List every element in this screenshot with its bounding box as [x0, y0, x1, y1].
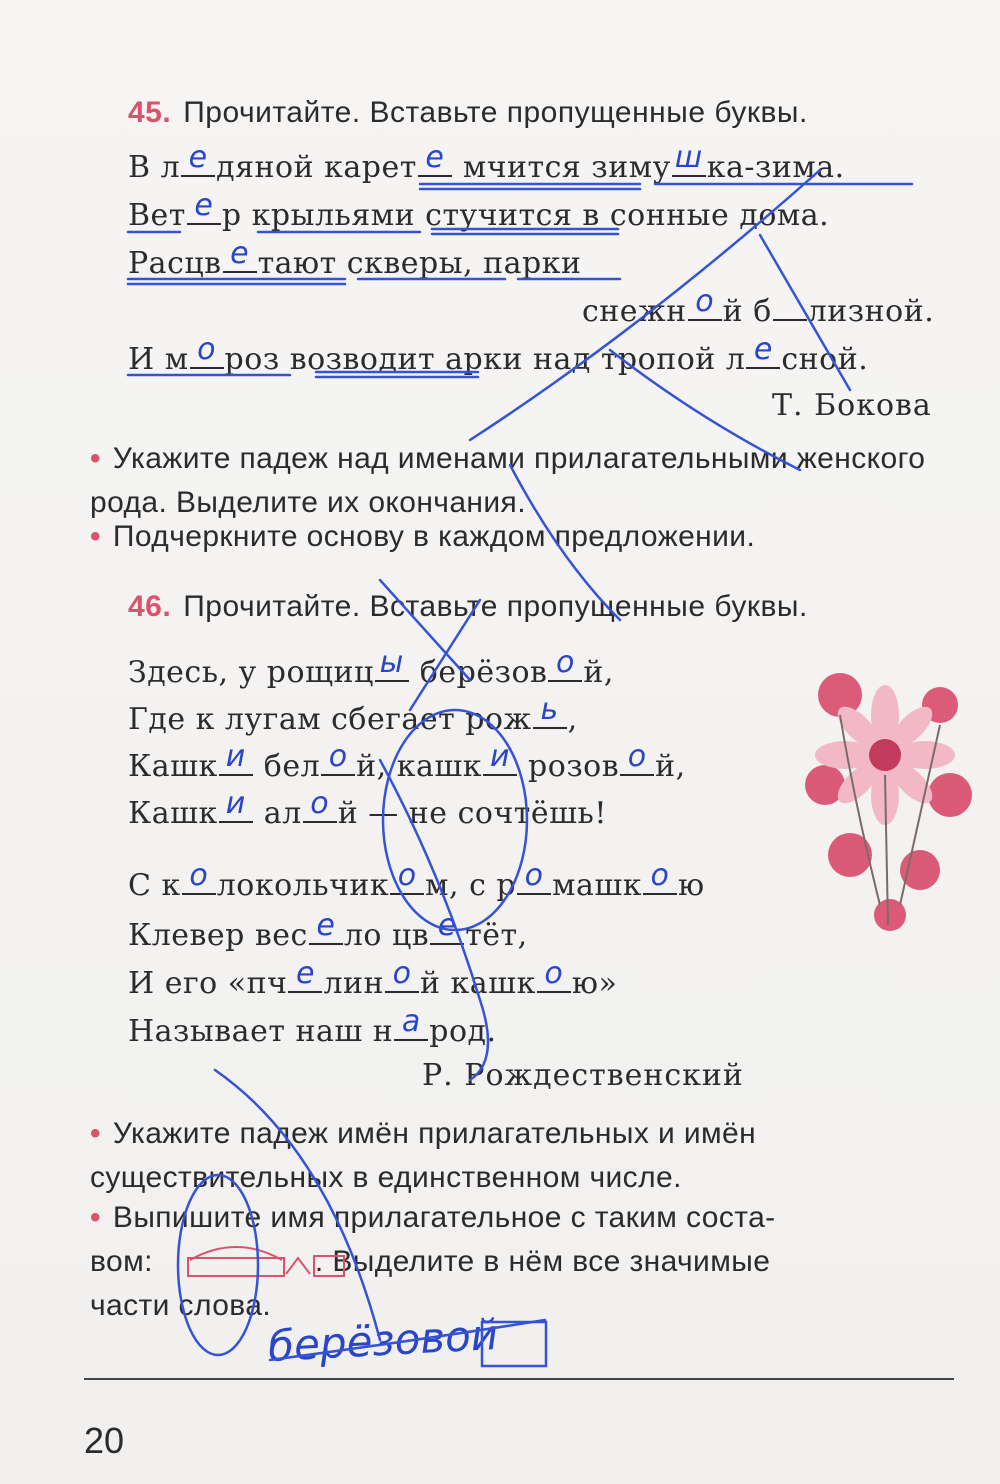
handwritten-letter: и: [225, 739, 246, 774]
fill-gap[interactable]: [190, 332, 224, 369]
text: й, кашк: [356, 749, 483, 784]
fill-gap[interactable]: [385, 956, 419, 993]
fill-gap[interactable]: [219, 739, 253, 776]
ex45-line-2: [128, 188, 830, 233]
text: розов: [518, 749, 620, 784]
text: Вет: [128, 198, 186, 233]
text: Где к лугам сбегает рож: [128, 702, 532, 737]
fill-gap[interactable]: [288, 956, 322, 993]
text: й,: [583, 655, 614, 690]
fill-gap[interactable]: [537, 956, 571, 993]
exercise-46-number: 46.: [128, 590, 172, 623]
fill-gap[interactable]: [390, 858, 424, 895]
handwritten-letter: о: [189, 858, 209, 893]
text: снежн: [582, 294, 687, 329]
fill-gap[interactable]: [483, 739, 517, 776]
handwritten-letter: е: [188, 140, 208, 175]
handwritten-letter: е: [425, 140, 445, 175]
ex45-line-5: [128, 332, 869, 377]
text: ал: [253, 796, 302, 831]
fill-gap[interactable]: [182, 858, 216, 895]
fill-gap[interactable]: [672, 140, 706, 177]
fill-gap[interactable]: [517, 858, 551, 895]
text: Кашк: [128, 796, 218, 831]
task-text: Подчеркните основу в каждом предложении.: [112, 520, 756, 553]
handwritten-letter: а: [401, 1004, 421, 1039]
bullet-icon: •: [90, 520, 101, 553]
fill-gap[interactable]: [375, 645, 409, 682]
handwritten-letter: о: [650, 858, 670, 893]
text: сной.: [781, 342, 869, 377]
text: И м: [128, 342, 189, 377]
ex46-task-1: [90, 1112, 960, 1200]
handwritten-letter: о: [627, 739, 647, 774]
handwritten-letter: о: [310, 786, 330, 821]
handwritten-letter: ы: [379, 645, 404, 680]
text: лизной.: [807, 294, 935, 329]
ex46-line-3: [128, 739, 686, 784]
text: Кашк: [128, 749, 218, 784]
ex45-task-2: [90, 515, 960, 559]
ex46-line-2: [128, 692, 578, 737]
fill-gap[interactable]: [688, 284, 722, 321]
text: ка-зима.: [706, 150, 845, 185]
text: й — не сочтёшь!: [337, 796, 607, 831]
fill-gap[interactable]: [418, 140, 452, 177]
text: дяной карет: [216, 150, 417, 185]
fill-gap[interactable]: [620, 739, 654, 776]
text: м, с р: [425, 868, 517, 903]
exercise-46-instruction: Прочитайте. Вставьте пропущенные буквы.: [183, 590, 808, 623]
task-text: . Выделите в нём все значимые: [314, 1245, 771, 1278]
text: Расцв: [128, 246, 222, 281]
handwritten-letter: е: [753, 332, 773, 367]
text: берёзов: [409, 655, 548, 690]
handwritten-letter: о: [544, 956, 564, 991]
text: локольчик: [216, 868, 390, 903]
bottom-divider: [84, 1378, 954, 1380]
bullet-icon: •: [90, 1117, 101, 1150]
fill-gap[interactable]: [643, 858, 677, 895]
morpheme-scheme-icon: [186, 1238, 348, 1280]
handwritten-letter: о: [392, 956, 412, 991]
ex45-line-3: [128, 236, 582, 281]
ex45-line-1: [128, 140, 845, 185]
text: й кашк: [420, 966, 536, 1001]
handwritten-letter: о: [397, 858, 417, 893]
text: И его «пч: [128, 966, 288, 1001]
fill-gap[interactable]: [548, 645, 582, 682]
ex45-task-1: [90, 437, 960, 525]
fill-gap[interactable]: [746, 332, 780, 369]
ex46-author: Р. Рождественский: [422, 1058, 744, 1093]
text: тают скверы, парки: [257, 246, 582, 281]
ex46-line-5: [128, 858, 705, 903]
task-text: вом:: [90, 1245, 153, 1278]
exercise-45-number: 45.: [128, 96, 172, 129]
exercise-46-header: [128, 590, 808, 624]
text: й,: [655, 749, 686, 784]
text: С к: [128, 868, 181, 903]
handwritten-letter: е: [230, 236, 250, 271]
fill-gap[interactable]: [773, 295, 807, 321]
fill-gap[interactable]: [223, 236, 257, 273]
text: Клевер вес: [128, 918, 308, 953]
handwritten-letter: о: [328, 739, 348, 774]
text: Здесь, у рощиц: [128, 655, 374, 690]
fill-gap[interactable]: [321, 739, 355, 776]
text: В л: [128, 150, 181, 185]
text: мчится зиму: [452, 150, 671, 185]
handwritten-letter: и: [490, 739, 511, 774]
text: й б: [722, 294, 772, 329]
flowers-illustration-icon: [800, 655, 980, 945]
text: р крыльями стучится в сонные дома.: [221, 198, 830, 233]
ex46-line-6: [128, 908, 528, 953]
text: род.: [429, 1014, 497, 1049]
handwritten-letter: о: [555, 645, 575, 680]
handwritten-answer: берёзовой: [266, 1310, 500, 1371]
task-text: Выпишите имя прилагательное с таким соста-: [112, 1201, 776, 1234]
exercise-45-instruction: Прочитайте. Вставьте пропущенные буквы.: [183, 96, 808, 129]
bullet-icon: •: [90, 442, 101, 475]
text: ло цв: [343, 918, 430, 953]
text: Называет наш н: [128, 1014, 394, 1049]
ex45-line-4: [582, 284, 935, 329]
handwritten-letter: ь: [540, 692, 559, 727]
handwritten-letter: о: [695, 284, 715, 319]
fill-gap[interactable]: [187, 188, 221, 225]
fill-gap[interactable]: [181, 140, 215, 177]
ex46-line-8: [128, 1004, 497, 1049]
text: машк: [552, 868, 642, 903]
text: ю: [677, 868, 705, 903]
ex46-line-7: [128, 956, 618, 1001]
task-text: части слова.: [90, 1289, 272, 1322]
text: бел: [253, 749, 321, 784]
handwritten-letter: е: [437, 908, 457, 943]
exercise-45-header: [128, 96, 808, 130]
ex45-author: Т. Бокова: [772, 388, 932, 423]
bullet-icon: •: [90, 1201, 101, 1234]
handwritten-letter: ш: [674, 140, 703, 175]
text: тёт,: [465, 918, 528, 953]
ex46-line-4: [128, 786, 607, 831]
text: ю»: [571, 966, 618, 1001]
page-number: 20: [84, 1420, 125, 1461]
task-text: Укажите падеж над именами прилагательными женского рода. Выделите их окончания.: [90, 442, 926, 519]
fill-gap[interactable]: [219, 786, 253, 823]
task-text: Укажите падеж имён прилагательных и имён существительных в единственном числе.: [90, 1117, 757, 1194]
fill-gap[interactable]: [430, 908, 464, 945]
handwritten-letter: и: [225, 786, 246, 821]
text: роз возводит арки над тропой л: [224, 342, 746, 377]
text: ,: [567, 702, 578, 737]
text: лин: [323, 966, 385, 1001]
fill-gap[interactable]: [303, 786, 337, 823]
fill-gap[interactable]: [533, 692, 567, 729]
ex46-line-1: [128, 645, 614, 690]
handwritten-letter: е: [316, 908, 336, 943]
fill-gap[interactable]: [309, 908, 343, 945]
handwritten-letter: е: [295, 956, 315, 991]
handwritten-letter: е: [194, 188, 214, 223]
handwritten-letter: о: [197, 332, 216, 367]
handwritten-letter: о: [524, 858, 544, 893]
fill-gap[interactable]: [394, 1004, 428, 1041]
